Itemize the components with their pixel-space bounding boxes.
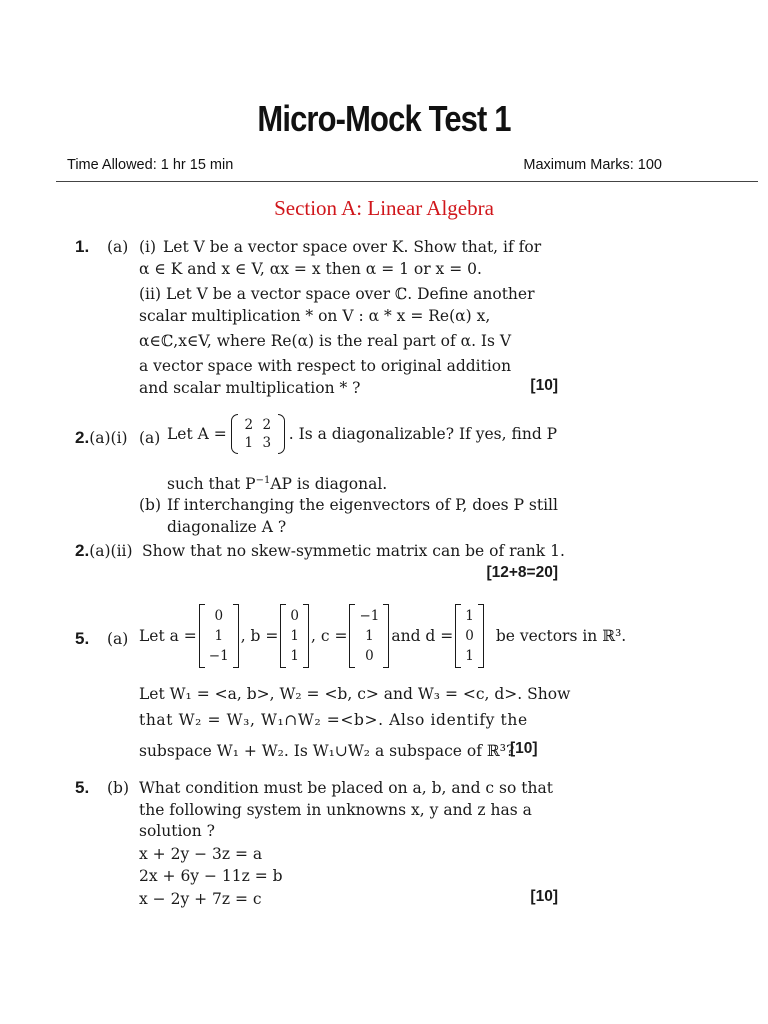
vector-d-entries [461, 604, 478, 668]
matrix-entry: 2 [244, 417, 254, 433]
maximum-marks: Maximum Marks: 100 [523, 157, 662, 173]
vectors-tail: be vectors in ℝ³. [495, 627, 627, 645]
question-number: 2. [75, 541, 90, 560]
part-label: (a)(ii) [89, 542, 133, 560]
equation-1: x + 2y − 3z = a [139, 845, 263, 863]
q1-ii-line1: Let V be a vector space over ℂ. Define another [166, 285, 535, 303]
part-label: (b) [139, 496, 162, 514]
q2-a-line2 [167, 470, 387, 495]
part-label: (a) [139, 429, 161, 447]
vector-c-entries [355, 604, 383, 668]
matrix-bracket [478, 604, 484, 668]
q1-marks: [10] [530, 377, 558, 394]
time-allowed: Time Allowed: 1 hr 15 min [67, 157, 234, 173]
question-2-ii [75, 540, 133, 562]
text-segment: AP is diagonal. [270, 475, 388, 494]
vector-a [199, 604, 239, 668]
b-eq-label: , b = [240, 627, 279, 645]
q5a-marks: [10] [510, 740, 538, 757]
vector-d [455, 604, 484, 668]
c-eq-label: , c = [310, 627, 348, 645]
matrix-bracket [303, 604, 309, 668]
vector-entry: 0 [465, 628, 474, 644]
d-eq-label: and d = [391, 627, 454, 645]
equation-3: x − 2y + 7z = c [139, 890, 262, 908]
question-1 [75, 236, 89, 258]
subpart-label: (i) [139, 238, 157, 256]
header-divider [56, 181, 758, 182]
vector-entry: 1 [465, 648, 474, 664]
page-title: Micro-Mock Test 1 [257, 98, 511, 139]
q2-b-line1: If interchanging the eigenvectors of P, does P still [167, 496, 558, 514]
part-label: (a)(i) [89, 429, 128, 447]
q5b-line3: solution ? [139, 822, 215, 840]
vector-entry: 0 [290, 608, 299, 624]
vector-entry: 0 [365, 648, 374, 664]
vector-entry: 1 [365, 628, 374, 644]
matrix-a-entries [238, 414, 278, 454]
matrix-entry: 2 [262, 417, 272, 433]
q1-i-line2: α ∈ K and x ∈ V, αx = x then α = 1 or x = 0. [139, 260, 482, 278]
vector-b-entries [286, 604, 303, 668]
part-label: (a) [107, 630, 129, 648]
question-2 [75, 427, 128, 449]
equation-2: 2x + 6y − 11z = b [139, 867, 283, 885]
question-number: 5. [75, 778, 90, 797]
q5b-line1: What condition must be placed on a, b, and c so that [139, 779, 553, 797]
text-segment: such that P [167, 475, 256, 494]
vector-c [349, 604, 389, 668]
q1-ii-line3: α∈ℂ,x∈V, where Re(α) is the real part of α. Is V [139, 332, 512, 350]
matrix-bracket [233, 604, 239, 668]
vector-entry: 1 [465, 608, 474, 624]
q2-marks: [12+8=20] [486, 564, 558, 581]
q1-i-line1: Let V be a vector space over K. Show that, if for [163, 238, 542, 256]
q5a-line2: that W₂ = W₃, W₁∩W₂ =<b>. Also identify the [139, 711, 528, 729]
question-number: 2. [75, 428, 90, 447]
superscript: −1 [255, 475, 271, 486]
question-number: 1. [75, 237, 90, 256]
let-a-label: Let A = [167, 425, 227, 443]
matrix-bracket [278, 414, 285, 454]
matrix-bracket [383, 604, 389, 668]
q1-ii-line4: a vector space with respect to original addition [139, 357, 512, 375]
q2-matrix-line [167, 414, 557, 454]
q5a-line3: subspace W₁ + W₂. Is W₁∪W₂ a subspace of ℝ³? [139, 742, 515, 760]
vector-b [280, 604, 309, 668]
section-heading: Section A: Linear Algebra [274, 196, 494, 220]
q5a-line1: Let W₁ = <a, b>, W₂ = <b, c> and W₃ = <c, d>. Show [139, 685, 571, 703]
q5b-marks: [10] [530, 888, 558, 905]
vector-entry: 0 [214, 608, 224, 624]
vector-entry: −1 [359, 608, 380, 624]
vector-entry: 1 [290, 648, 299, 664]
question-5a [75, 628, 89, 650]
part-label: (b) [107, 779, 130, 797]
vector-a-entries [205, 604, 233, 668]
matrix-bracket [231, 414, 238, 454]
matrix-entry: 1 [244, 435, 254, 451]
q2-a-line1: . Is a diagonalizable? If yes, find P [288, 425, 558, 443]
q2-ii-line: Show that no skew-symmetic matrix can be of rank 1. [142, 542, 565, 560]
vector-entry: −1 [208, 648, 229, 664]
q1-ii-line5: and scalar multiplication * ? [139, 379, 361, 397]
vector-entry: 1 [214, 628, 224, 644]
question-5b [75, 777, 89, 799]
matrix-entry: 3 [262, 435, 272, 451]
vector-entry: 1 [290, 628, 299, 644]
question-number: 5. [75, 629, 90, 648]
q5b-line2: the following system in unknowns x, y and z has a [139, 801, 532, 819]
q2-b-line2: diagonalize A ? [167, 518, 287, 536]
matrix-a [231, 414, 285, 454]
let-a-label: Let a = [139, 627, 197, 645]
q5a-vectors-line [139, 601, 626, 671]
part-label: (a) [107, 238, 129, 256]
q1-ii-line2: scalar multiplication * on V : α * x = Re(α) x, [139, 307, 491, 325]
subpart-label: (ii) [139, 285, 162, 303]
